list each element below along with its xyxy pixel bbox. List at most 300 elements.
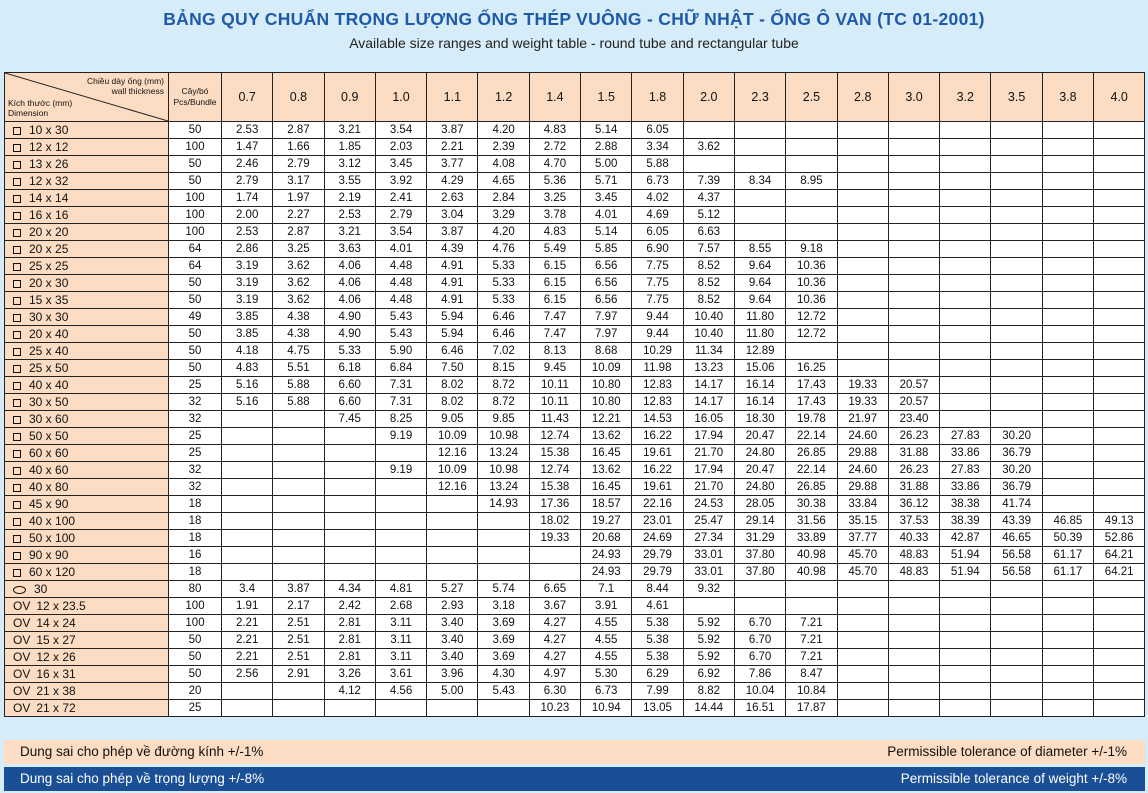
weight-cell: 2.91 [273, 666, 324, 683]
weight-cell: 5.16 [222, 394, 273, 411]
weight-cell: 10.40 [683, 326, 734, 343]
weight-cell: 3.96 [427, 666, 478, 683]
weight-cell [222, 479, 273, 496]
weight-cell: 64.21 [1094, 564, 1145, 581]
weight-cell: 6.70 [734, 632, 785, 649]
square-tube-icon [13, 127, 21, 135]
weight-cell: 9.32 [683, 581, 734, 598]
weight-cell [1042, 122, 1093, 139]
weight-cell: 3.21 [324, 122, 375, 139]
square-tube-icon [13, 280, 21, 288]
dimension-size-label: 12 x 12 [29, 139, 69, 154]
weight-cell [888, 700, 939, 717]
weight-cell: 4.06 [324, 292, 375, 309]
weight-cell: 24.80 [734, 479, 785, 496]
weight-cell: 61.17 [1042, 564, 1093, 581]
bundle-count-cell: 100 [169, 207, 222, 224]
weight-cell: 5.14 [581, 122, 632, 139]
weight-cell: 6.56 [581, 292, 632, 309]
weight-cell [940, 581, 991, 598]
weight-cell: 4.48 [375, 258, 426, 275]
weight-cell [324, 530, 375, 547]
weight-cell [786, 598, 837, 615]
weight-cell [375, 513, 426, 530]
weight-cell: 15.38 [529, 479, 580, 496]
bundle-count-cell: 50 [169, 292, 222, 309]
weight-cell: 5.30 [581, 666, 632, 683]
oval-prefix-label: OV [13, 666, 31, 681]
weight-cell: 3.62 [273, 292, 324, 309]
weight-cell: 4.48 [375, 292, 426, 309]
weight-cell: 11.98 [632, 360, 683, 377]
weight-cell: 3.63 [324, 241, 375, 258]
weight-cell [1042, 275, 1093, 292]
weight-cell: 9.19 [375, 462, 426, 479]
weight-cell: 3.85 [222, 326, 273, 343]
weight-cell [1094, 615, 1145, 632]
weight-cell: 6.46 [478, 309, 529, 326]
weight-cell: 6.65 [529, 581, 580, 598]
weight-cell: 17.36 [529, 496, 580, 513]
square-tube-icon [13, 501, 21, 509]
table-row [5, 258, 1145, 275]
weight-cell: 8.25 [375, 411, 426, 428]
bundle-count-cell: 100 [169, 224, 222, 241]
weight-cell [1094, 496, 1145, 513]
table-row [5, 224, 1145, 241]
weight-cell: 7.45 [324, 411, 375, 428]
weight-cell [888, 343, 939, 360]
weight-cell [991, 666, 1042, 683]
dimension-size-label: 14 x 14 [29, 190, 69, 205]
dimension-size-label: 12 x 26 [36, 649, 76, 664]
thickness-header-cell: 0.9 [324, 73, 375, 122]
square-tube-icon [13, 229, 21, 237]
dimension-size-label: 60 x 60 [29, 445, 69, 460]
thickness-header-cell: 3.8 [1042, 73, 1093, 122]
dimension-size-label: 40 x 40 [29, 377, 69, 392]
weight-cell: 4.37 [683, 190, 734, 207]
thickness-header-cell: 0.8 [273, 73, 324, 122]
table-row [5, 564, 1145, 581]
weight-cell: 10.09 [427, 428, 478, 445]
weight-cell: 5.90 [375, 343, 426, 360]
weight-cell: 4.48 [375, 275, 426, 292]
weight-cell: 3.11 [375, 615, 426, 632]
dimension-size-label: 40 x 80 [29, 479, 69, 494]
weight-cell [1094, 581, 1145, 598]
weight-cell [888, 666, 939, 683]
weight-cell: 7.97 [581, 326, 632, 343]
weight-cell [427, 700, 478, 717]
weight-cell [1042, 343, 1093, 360]
weight-cell: 26.85 [786, 445, 837, 462]
weight-cell [375, 496, 426, 513]
weight-cell: 18.57 [581, 496, 632, 513]
weight-cell [991, 700, 1042, 717]
weight-cell [888, 241, 939, 258]
weight-cell: 40.98 [786, 547, 837, 564]
weight-cell: 6.05 [632, 122, 683, 139]
square-tube-icon [13, 246, 21, 254]
dimension-cell [5, 666, 169, 683]
weight-cell [940, 156, 991, 173]
dimension-size-label: 20 x 30 [29, 275, 69, 290]
weight-cell: 4.20 [478, 122, 529, 139]
weight-cell: 24.93 [581, 564, 632, 581]
weight-cell [324, 547, 375, 564]
weight-cell [888, 292, 939, 309]
square-tube-icon [13, 331, 21, 339]
bundle-count-cell: 50 [169, 326, 222, 343]
weight-cell: 5.88 [273, 394, 324, 411]
table-row [5, 309, 1145, 326]
weight-cell [273, 411, 324, 428]
weight-cell [222, 428, 273, 445]
weight-cell: 19.27 [581, 513, 632, 530]
weight-cell [529, 564, 580, 581]
weight-cell: 4.06 [324, 275, 375, 292]
weight-cell [1042, 479, 1093, 496]
weight-table [4, 72, 1145, 717]
weight-cell: 16.14 [734, 377, 785, 394]
table-row [5, 649, 1145, 666]
dimension-size-label: 30 [34, 581, 48, 596]
dimension-size-label: 12 x 23.5 [36, 598, 86, 613]
weight-cell [940, 173, 991, 190]
weight-cell: 12.74 [529, 462, 580, 479]
weight-cell: 3.12 [324, 156, 375, 173]
weight-cell: 56.58 [991, 564, 1042, 581]
weight-cell: 4.91 [427, 292, 478, 309]
weight-cell [991, 292, 1042, 309]
weight-cell: 3.19 [222, 292, 273, 309]
weight-cell: 6.46 [478, 326, 529, 343]
dimension-cell [5, 139, 169, 156]
weight-cell: 5.33 [478, 275, 529, 292]
weight-cell: 12.72 [786, 309, 837, 326]
weight-cell: 27.34 [683, 530, 734, 547]
weight-cell: 18.30 [734, 411, 785, 428]
weight-cell [1094, 445, 1145, 462]
weight-cell: 10.36 [786, 275, 837, 292]
weight-cell: 38.38 [940, 496, 991, 513]
weight-cell: 3.92 [375, 173, 426, 190]
weight-cell: 9.18 [786, 241, 837, 258]
weight-cell [734, 190, 785, 207]
square-tube-icon [13, 450, 21, 458]
weight-cell: 6.56 [581, 275, 632, 292]
weight-cell: 2.79 [222, 173, 273, 190]
thickness-header-cell: 3.5 [991, 73, 1042, 122]
weight-cell [427, 564, 478, 581]
weight-cell [1042, 700, 1093, 717]
weight-cell: 5.92 [683, 649, 734, 666]
thickness-header-cell: 4.0 [1094, 73, 1145, 122]
weight-cell [786, 190, 837, 207]
bundle-count-cell: 18 [169, 530, 222, 547]
weight-cell: 4.18 [222, 343, 273, 360]
weight-cell [1042, 173, 1093, 190]
weight-cell: 6.29 [632, 666, 683, 683]
weight-cell: 18.02 [529, 513, 580, 530]
weight-cell: 9.45 [529, 360, 580, 377]
table-row [5, 207, 1145, 224]
weight-cell: 5.94 [427, 309, 478, 326]
weight-cell: 31.88 [888, 479, 939, 496]
dimension-label-vi: Kích thước (mm) [8, 98, 73, 108]
bundle-count-cell: 25 [169, 700, 222, 717]
weight-cell: 27.83 [940, 428, 991, 445]
header-corner-cell [5, 73, 169, 122]
weight-cell: 3.62 [273, 258, 324, 275]
weight-cell: 2.17 [273, 598, 324, 615]
weight-cell: 4.65 [478, 173, 529, 190]
weight-cell: 17.94 [683, 428, 734, 445]
weight-cell [1042, 462, 1093, 479]
weight-cell: 6.18 [324, 360, 375, 377]
weight-cell: 16.45 [581, 445, 632, 462]
table-row [5, 122, 1145, 139]
weight-cell [375, 700, 426, 717]
weight-cell: 3.55 [324, 173, 375, 190]
weight-cell: 24.93 [581, 547, 632, 564]
weight-cell: 9.05 [427, 411, 478, 428]
weight-cell [1042, 241, 1093, 258]
thickness-header-cell: 1.5 [581, 73, 632, 122]
table-row [5, 632, 1145, 649]
weight-cell [888, 615, 939, 632]
weight-cell [1094, 326, 1145, 343]
weight-cell: 43.39 [991, 513, 1042, 530]
weight-cell: 4.34 [324, 581, 375, 598]
table-row [5, 377, 1145, 394]
weight-cell: 16.05 [683, 411, 734, 428]
weight-cell: 10.23 [529, 700, 580, 717]
weight-cell: 50.39 [1042, 530, 1093, 547]
dimension-cell [5, 683, 169, 700]
weight-cell: 5.00 [581, 156, 632, 173]
weight-cell [991, 581, 1042, 598]
square-tube-icon [13, 552, 21, 560]
thickness-header-cell: 3.0 [888, 73, 939, 122]
weight-cell: 4.56 [375, 683, 426, 700]
weight-cell: 4.39 [427, 241, 478, 258]
weight-cell: 7.57 [683, 241, 734, 258]
weight-cell: 56.58 [991, 547, 1042, 564]
weight-cell: 26.23 [888, 428, 939, 445]
weight-cell: 4.27 [529, 649, 580, 666]
weight-cell: 26.23 [888, 462, 939, 479]
weight-cell [1094, 683, 1145, 700]
square-tube-icon [13, 467, 21, 475]
weight-cell [1042, 649, 1093, 666]
weight-cell: 3.11 [375, 649, 426, 666]
weight-cell [1042, 666, 1093, 683]
weight-cell [888, 683, 939, 700]
weight-cell: 6.60 [324, 377, 375, 394]
weight-cell [991, 632, 1042, 649]
weight-cell: 4.83 [222, 360, 273, 377]
weight-cell: 10.09 [427, 462, 478, 479]
thickness-header-label [87, 76, 164, 96]
weight-cell [991, 411, 1042, 428]
weight-cell [734, 581, 785, 598]
bundle-label-vi: Cây/bó [181, 86, 209, 96]
weight-cell: 24.80 [734, 445, 785, 462]
table-body [5, 122, 1145, 717]
weight-cell: 33.01 [683, 564, 734, 581]
weight-cell: 3.11 [375, 632, 426, 649]
weight-cell: 5.33 [478, 258, 529, 275]
weight-cell: 3.54 [375, 122, 426, 139]
weight-cell [991, 139, 1042, 156]
bundle-count-cell: 50 [169, 156, 222, 173]
diameter-tolerance-vi: Dung sai cho phép về đường kính +/-1% [20, 744, 264, 759]
weight-cell: 2.87 [273, 224, 324, 241]
weight-cell: 4.75 [273, 343, 324, 360]
weight-cell: 13.24 [478, 479, 529, 496]
weight-cell [1094, 292, 1145, 309]
oval-prefix-label: OV [13, 649, 31, 664]
weight-cell [940, 343, 991, 360]
weight-cell: 29.79 [632, 564, 683, 581]
table-row [5, 462, 1145, 479]
weight-cell: 3.34 [632, 139, 683, 156]
weight-cell: 23.40 [888, 411, 939, 428]
weight-cell [1094, 377, 1145, 394]
square-tube-icon [13, 399, 21, 407]
dimension-cell [5, 547, 169, 564]
weight-cell: 11.80 [734, 326, 785, 343]
weight-cell [1042, 326, 1093, 343]
weight-cell: 3.45 [581, 190, 632, 207]
bundle-count-cell: 25 [169, 428, 222, 445]
weight-cell: 2.27 [273, 207, 324, 224]
weight-cell: 64.21 [1094, 547, 1145, 564]
weight-cell [1094, 649, 1145, 666]
weight-cell: 22.14 [786, 462, 837, 479]
weight-cell [888, 309, 939, 326]
bundle-count-cell: 100 [169, 598, 222, 615]
dimension-cell [5, 122, 169, 139]
weight-cell [888, 224, 939, 241]
weight-cell: 3.87 [273, 581, 324, 598]
square-tube-icon [13, 569, 21, 577]
weight-cell: 2.51 [273, 649, 324, 666]
page-title: BẢNG QUY CHUẨN TRỌNG LƯỢNG ỐNG THÉP VUÔNG - CHỮ NHẬT - ỐNG Ô VAN (TC 01-2001) [163, 9, 985, 29]
weight-cell [1042, 632, 1093, 649]
weight-cell: 9.64 [734, 292, 785, 309]
weight-cell: 35.15 [837, 513, 888, 530]
table-row [5, 700, 1145, 717]
weight-cell [991, 122, 1042, 139]
weight-cell [324, 496, 375, 513]
square-tube-icon [13, 314, 21, 322]
weight-cell [478, 700, 529, 717]
dimension-size-label: 21 x 72 [36, 700, 76, 715]
weight-cell: 12.74 [529, 428, 580, 445]
dimension-size-label: 15 x 27 [36, 632, 76, 647]
weight-cell [1094, 394, 1145, 411]
weight-cell: 6.60 [324, 394, 375, 411]
weight-cell: 4.12 [324, 683, 375, 700]
weight-cell: 3.62 [273, 275, 324, 292]
weight-cell: 8.44 [632, 581, 683, 598]
weight-cell: 6.15 [529, 292, 580, 309]
dimension-cell [5, 190, 169, 207]
weight-cell [1094, 241, 1145, 258]
weight-cell: 3.25 [273, 241, 324, 258]
weight-cell: 5.38 [632, 649, 683, 666]
bundle-count-cell: 50 [169, 649, 222, 666]
thickness-header-cell: 3.2 [940, 73, 991, 122]
dimension-cell [5, 411, 169, 428]
weight-cell [837, 122, 888, 139]
weight-cell: 4.61 [632, 598, 683, 615]
dimension-cell [5, 224, 169, 241]
weight-cell [1094, 462, 1145, 479]
weight-cell: 2.81 [324, 615, 375, 632]
weight-cell: 49.13 [1094, 513, 1145, 530]
weight-cell: 14.17 [683, 377, 734, 394]
square-tube-icon [13, 348, 21, 356]
weight-cell: 1.85 [324, 139, 375, 156]
weight-cell: 16.14 [734, 394, 785, 411]
weight-cell [940, 394, 991, 411]
weight-cell [222, 445, 273, 462]
dimension-size-label: 20 x 40 [29, 326, 69, 341]
thickness-label-en: wall thickness [111, 86, 164, 96]
square-tube-icon [13, 144, 21, 152]
dimension-cell [5, 462, 169, 479]
weight-cell [786, 139, 837, 156]
dimension-cell [5, 598, 169, 615]
weight-cell [1042, 411, 1093, 428]
dimension-cell [5, 649, 169, 666]
weight-cell: 12.16 [427, 445, 478, 462]
weight-cell: 6.73 [581, 683, 632, 700]
weight-cell [940, 377, 991, 394]
bundle-count-cell: 16 [169, 547, 222, 564]
dimension-size-label: 20 x 20 [29, 224, 69, 239]
weight-cell: 24.60 [837, 428, 888, 445]
dimension-cell [5, 428, 169, 445]
dimension-cell [5, 700, 169, 717]
dimension-size-label: 21 x 38 [36, 683, 76, 698]
weight-cell: 5.88 [632, 156, 683, 173]
table-row [5, 445, 1145, 462]
weight-cell: 23.01 [632, 513, 683, 530]
dimension-cell [5, 445, 169, 462]
dimension-size-label: 25 x 25 [29, 258, 69, 273]
weight-cell [273, 428, 324, 445]
square-tube-icon [13, 484, 21, 492]
weight-cell [888, 156, 939, 173]
weight-cell: 20.57 [888, 394, 939, 411]
weight-cell [837, 326, 888, 343]
table-row [5, 173, 1145, 190]
weight-cell: 25.47 [683, 513, 734, 530]
weight-cell [940, 598, 991, 615]
weight-cell: 5.92 [683, 615, 734, 632]
weight-cell [1094, 190, 1145, 207]
weight-cell: 33.01 [683, 547, 734, 564]
bundle-count-cell: 100 [169, 615, 222, 632]
weight-cell: 2.21 [222, 632, 273, 649]
weight-cell: 2.41 [375, 190, 426, 207]
dimension-cell [5, 632, 169, 649]
